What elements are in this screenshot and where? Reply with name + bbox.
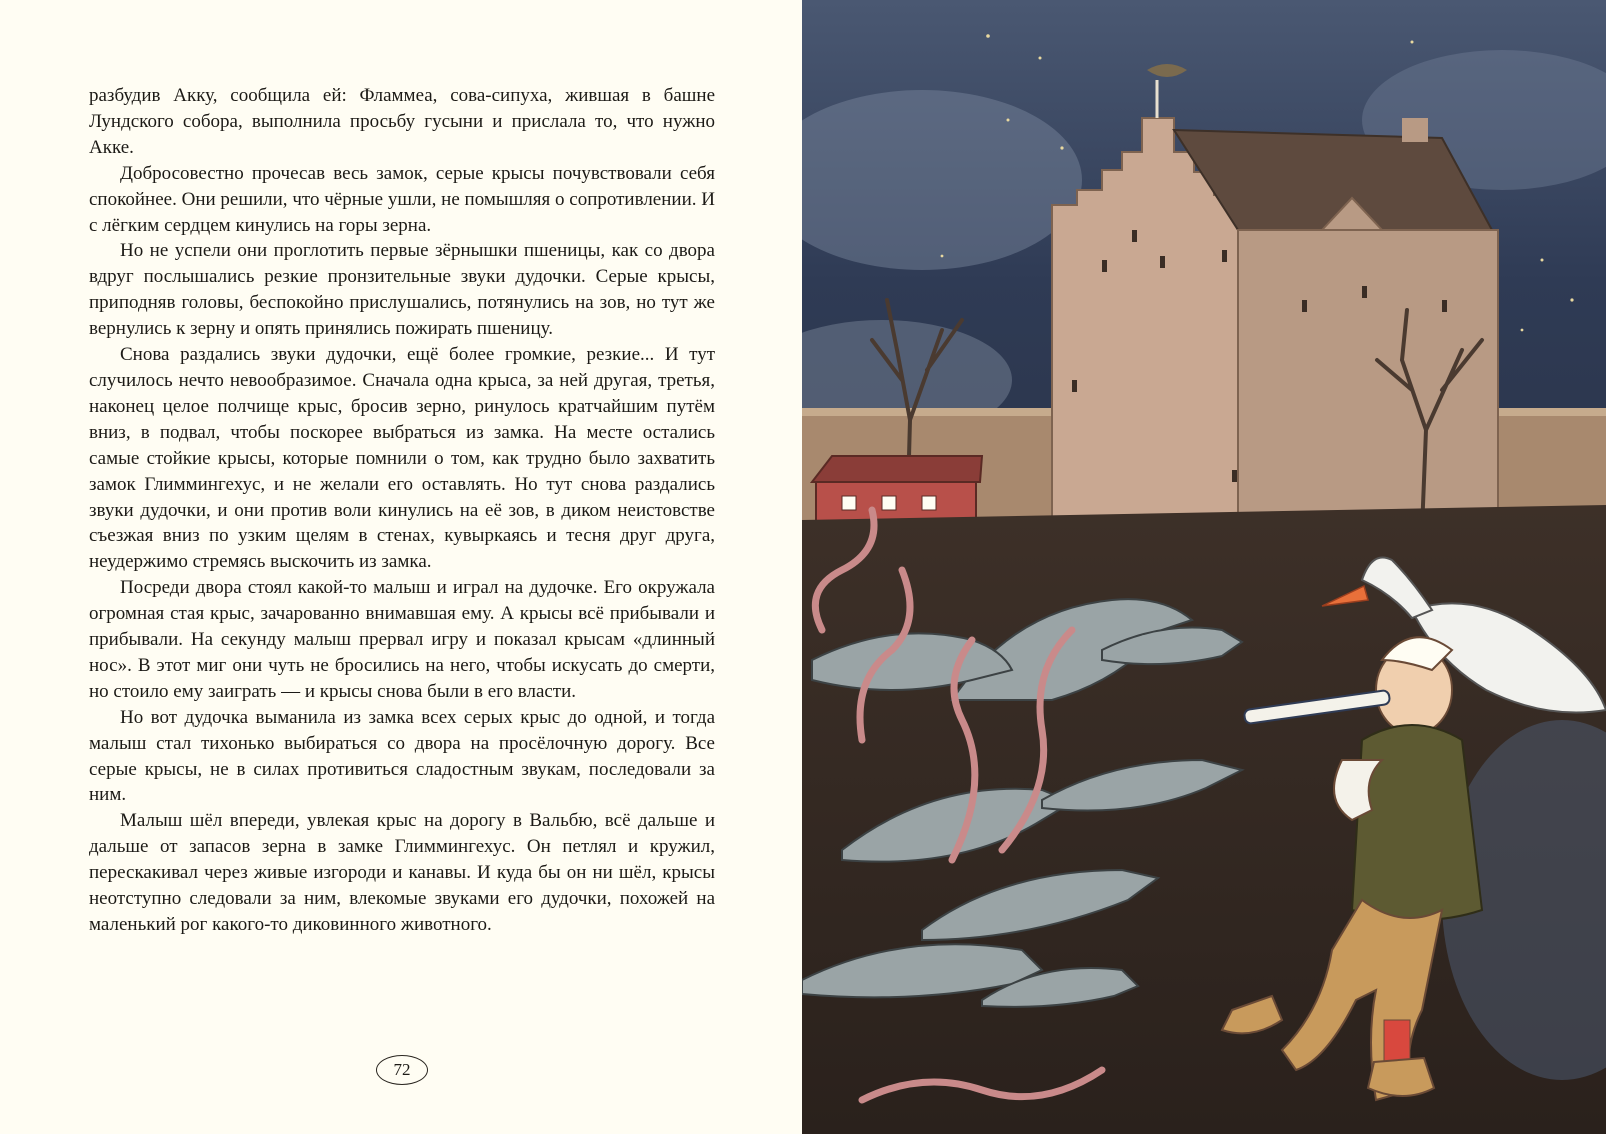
paragraph: Снова раздались звуки дудочки, ещё более громкие, резкие... И тут случилось нечто невообразимое. Сначала одна крыса, за ней другая, третья, наконец целое полчище крыс, бросив зерно, ринулось кратчайшим путём вниз, в подвал, чтобы поскорее выбраться из замка. На месте остались самые стойкие крысы, которые помнили о том, как трудно было захватить замок Глиммингехус, и не желали его оставлять. Но тут снова раздались звуки дудочки, и они против воли кинулись на её зов, в диком неистовстве съезжая вниз по узким щелям в стенах, кувыркаясь и тесня друг друга, неудержимо стремясь выскочить из замка. xyxy=(89,344,715,573)
illustration-page xyxy=(802,0,1606,1134)
paragraph: Добросовестно прочесав весь замок, серые крысы почувствовали себя спокойнее. Они решили, что чёрные ушли, не помышляя о сопротивлении. И с лёгким сердцем кинулись на горы зерна. xyxy=(89,162,715,236)
paragraph: Но вот дудочка выманила из замка всех серых крыс до одной, и тогда малыш стал тихонько выбираться со двора на просёлочную дорогу. Все серые крысы, не в силах противиться сладостным звукам, последовали за ним. xyxy=(89,706,715,806)
pied-piper-illustration xyxy=(802,0,1606,1134)
paragraph: Посреди двора стоял какой-то малыш и играл на дудочке. Его окружала огромная стая крыс, зачарованно внимавшая ему. А крысы всё прибывали и прибывали. На секунду малыш прервал игру и показал крысам «длинный нос». В этот миг они чуть не бросились на него, чтобы искусать до смерти, но стоило ему заиграть — и крысы снова были в его власти. xyxy=(89,577,715,702)
story-text xyxy=(89,83,715,938)
paragraph: Но не успели они проглотить первые зёрнышки пшеницы, как со двора вдруг послышались резкие пронзительные звуки дудочки. Серые крысы, приподняв головы, беспокойно прислушались, потянулись на зов, но тут же вернулись к зерну и опять принялись пожирать пшеницу. xyxy=(89,240,715,340)
page-number: 72 xyxy=(376,1055,428,1085)
paragraph: Малыш шёл впереди, увлекая крыс на дорогу в Вальбю, всё дальше и дальше от запасов зерна в замке Глиммингехус. Он петлял и кружил, перескакивал через живые изгороди и канавы. И куда бы он ни шёл, крысы неотступно следовали за ним, влекомые звуками его дудочки, похожей на маленький рог какого-то диковинного животного. xyxy=(89,810,715,935)
text-page xyxy=(0,0,802,1134)
paragraph: разбудив Акку, сообщила ей: Фламмеа, сова-сипуха, жившая в башне Лундского собора, выполнила просьбу гусыни и прислала то, что нужно Акке. xyxy=(89,85,715,158)
